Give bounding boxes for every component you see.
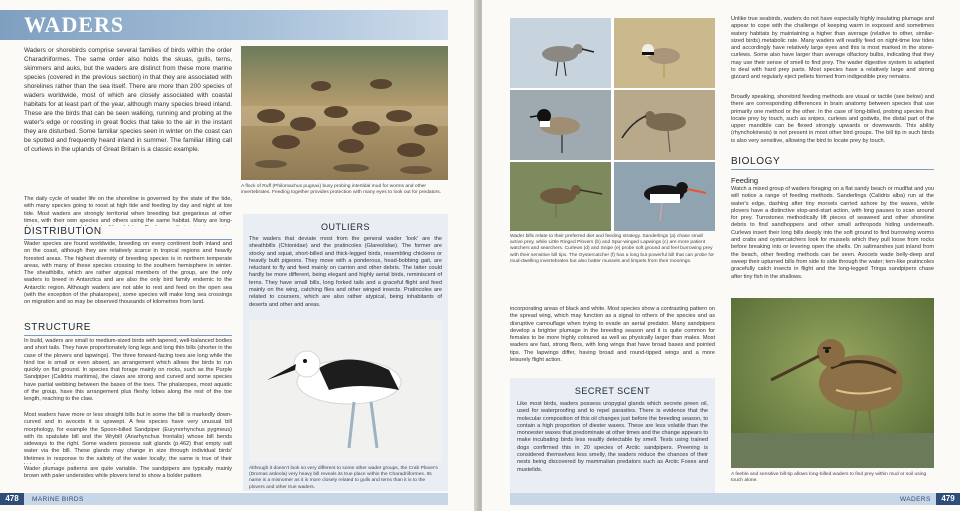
wader-bill-grid-image (510, 18, 715, 231)
structure-text-1: In build, waders are small to medium-sized birds with tapered, well-balanced bodies and short tails. They have proportionately long legs and long thin bills (shorter in the case of the plovers and lapwings). The three forward-facing toes are long while the hind toe is small or even absent, an arrangement which allows the birds to run quickly on flat ground. In species that forage mainly on rocks, such as the Purple Sandpiper (Calidris maritima), the claws are strong and curved and some species have partial webbing between the bases of the toes. The phalaropes, most aquatic of the group, have this arrangement plus fleshy lobes along the rest of the toe length, reaching to the claw. (24, 338, 232, 403)
ruff-flock-image (241, 46, 448, 180)
snipe-photo (731, 298, 934, 468)
crab-plover-photo (249, 320, 442, 462)
feeding-methods-text: Broadly speaking, shorebird feeding methods are visual or tactile (see below) and there are corresponding differences in brain anatomy between species that use primarily one method or the other. In the case of long-billed, probing species that locate prey by touch, such as snipes, curlews and godwits, the distal part of the upper mandible can be flexed strongly upwards or downwards. This ability (rhynchokinesis) is not present in most other bird groups. The bill tip in such birds is also very sensitive, allowing the bird to locate prey by touch. (731, 94, 934, 144)
right-page-number: 479 (936, 493, 960, 505)
intro-paragraph: Waders or shorebirds comprise several families of birds within the order Charadriiformes. The same order also holds the skuas, gulls, terns, skimmers and auks, but the waders are distinct from these more marine species (covered in the previous section) in that they are associated with shorelines rather than the sea itself. There are more than 200 species of waders worldwide, most of which are closely associated with coastal habitats for at least part of the year, although many species breed inland. These are the birds that can be seen walking, running and probing at the water's edge or roosting in great flocks that take to the air in the instant they are disturbed. Some familiar species seen in winter on the coast can be spotted and frequently heard inland in summer. The familiar lilting call of curlews in the uplands of Great Britain is a classic example. (24, 47, 232, 153)
outliers-box (243, 214, 448, 491)
snipe-image (731, 298, 934, 468)
distribution-text: Wader species are found worldwide, breeding on every continent both inland and on the coast, although they are relatively scarce in tropical regions and heavily forested areas. The highest diversity of breeding species is in northern temperate areas, with many of these species crossing to the southern hemisphere in winter. The sheathbills, which are rather atypical members of the group, are the only waders to breed in Antarctica and are also the only bird family endemic to the Antarctic region. Although waders are not able to rest and feed on the open sea (with the exception of the phalaropes), some species will make long sea crossings on migration and so may be observed thousands of kilometres from land. (24, 241, 232, 306)
secret-scent-box (510, 378, 715, 494)
biology-heading: BIOLOGY (731, 156, 934, 170)
left-footer-bar (24, 493, 448, 505)
bill-photo-grid (510, 18, 715, 231)
right-page (482, 0, 960, 511)
structure-text-2: Most waders have more or less straight bills but in some the bill is markedly down-curved and in avocets it is upswept. A few species have very unusual bill morphology, for example the Spoon-billed Sandpiper (Eurynorhynchus pygmeus) with its spatulate bill and the Wrybill (Anarhynchus frontalis) whose bill bends sideways to the right. Some waders possess salt glands (p.462) that empty salt water via the bill. These glands may change in size through individual birds' lifetimes in response to the salinity of the water locally; the same is true of their (24, 412, 232, 462)
left-page-number: 478 (0, 493, 24, 505)
ruff-flock-photo (241, 46, 448, 180)
distribution-heading: DISTRIBUTION (24, 226, 232, 240)
structure-heading: STRUCTURE (24, 322, 232, 336)
plumage-continued-text: incorporating areas of black and white. Most species show a contrasting pattern on the spread wing, which may function as a signal to others of the species and as disruptive camouflage when trying to evade an aerial predator. Many sandpipers develop a brighter plumage in the breeding season and it is quite common for females to be more highly coloured as well as physically larger than males. Most waders are fast, strong fliers, with long wings that have broad bases and pointed tips. The lapwings differ, having broad and round-tipped wings and a more leisurely flight action. (510, 306, 715, 364)
bill-grid-caption: Wader bills relate to their preferred diet and feeding strategy. Sanderlings (a) chase small active prey, while Little Ringed Plovers (b) and Spur-winged Lapwings (c) are more patient watchers and searchers. Curlews (d) and Snipe (e) probe soft ground and feel burrowing prey with their sensitive bill tips. The Oystercatcher (f) has a long but powerful bill that can probe for mud-dwelling invertebrates but also batter mussels and limpets from their moorings. (510, 234, 715, 264)
outliers-heading: OUTLIERS (320, 222, 370, 232)
outliers-text: The waders that deviate most from the general wader 'look' are the sheathbills (Chionidae) and the pratincoles (Glareolidae). The former are stocky and squat, short-billed and thick-legged birds, resembling chickens or heavily built pigeons. They move with a ponderous, head-bobbing gait, are reluctant to fly and feed mainly on carrion and other debris. The latter could hardly be more different, being elegant and highly aerial birds, reminiscent of terns. They have small bills, long forked tails and a graceful flight and feed mainly on the wing, catching flies and other winged insects. Pratincoles are related to coursers, which are also rather atypical, being inhabitants of deserts and other arid areas. (249, 236, 442, 308)
crab-plover-caption: Although it doesn't look so very different to some other wader groups, the Crab Plover's (Dromas ardeola) very heavy bill reveals its true place within the Charadriiformes. Its name is a misnomer as it is more closely related to gulls and terns than it is to the plovers and other true waders. (249, 466, 438, 490)
snipe-caption: A feeble and sensitive bill-tip allows long-billed waders to find prey within mud or soil using touch alone. (731, 472, 927, 484)
tide-paragraph: The daily cycle of wader life on the shoreline is governed by the state of the tide, with many species going to roost at high tide and feeding by day and night at low tide. Most waders are strongly territorial when breeding but gregarious at other times, with their own species and others using the same habitat. Many are long- (24, 196, 232, 224)
ruff-photo-caption: A flock of Ruff (Philomachus pugnax) busy probing intertidal mud for worms and other invertebrates. Feeding together provides protection with many eyes to look out for predators. (241, 184, 442, 196)
secret-scent-text: Like most birds, waders possess uropygial glands which secrete preen oil, used for waterproofing and to repel parasites. There is evidence that the molecular composition of this oil changes just before the breeding season, to contain a high proportion of diester waxes. These are less volatile than the monoester waxes that predominate at other times and the change appears to make incubating birds less readily detectable by smell. Tests using trained dogs confirmed this in 20 species of Arctic sandpipers. Preening is considered themselves less smelly, the waders reduce the chances of their nests being discovered by mammalian predators such as Arctic Foxes and mustelids. (517, 401, 708, 473)
metabolism-text: Unlike true seabirds, waders do not have especially highly insulating plumage and appear to cope with the challenge of keeping warm in exposed and sometimes watery habitats by maintaining a higher than average (relative to other, similar-sized birds) metabolic rate. Many waders will readily feed on night-time low tides and accordingly have relatively large eyes and this is most marked in the stone-curlews. Some also have larger than average olfactory bulbs, indicating that they may use their sense of smell to find prey. The wader digestive system is adapted to deal with hard prey parts. Most species have a relatively large and strong gizzard and regularly eject pellets formed from indigestible prey remains. (731, 16, 934, 81)
feeding-text: Watch a mixed group of waders foraging on a flat sandy beach or mudflat and you will notice a range of feeding methods. Sanderlings (Calidris alba) run at the water's edge, dashing after tiny morsels carried ashore by the waves, while plovers have a distinctive stop-and-start action, with long pauses to scan around for prey. Turnstones methodically lift pieces of seaweed and other shoreline debris to find sandhoppers and other small arthropods hiding underneath. Curlews insert their long bills deeply into the soft ground to find burrowing worms and crabs and oystercatchers look for mussels which they pull loose from rocks before breaking into or levering open the shells. On saltmarshes just inland from the beach, other feeding methods can be seen. Avocets wade belly-deep and sweep their upturned bills from side to side through the water; tern-like pratincoles gracefully catch insects in flight and the long-legged Tringa sandpipers chase after tiny fish in the shallows. (731, 186, 934, 280)
left-running-head: MARINE BIRDS (32, 496, 84, 503)
feeding-subheading: Feeding (731, 176, 759, 185)
left-page (0, 0, 478, 511)
page-title: WADERS (24, 12, 125, 37)
secret-scent-heading: SECRET SCENT (574, 386, 651, 396)
structure-text-3: Wader plumage patterns are quite variable. The sandpipers are typically mainly brown with paler undersides while plovers tend to show a bolder pattern (24, 466, 232, 480)
crab-plover-image (249, 320, 442, 462)
right-footer-bar (510, 493, 936, 505)
right-running-head: WADERS (900, 496, 931, 503)
